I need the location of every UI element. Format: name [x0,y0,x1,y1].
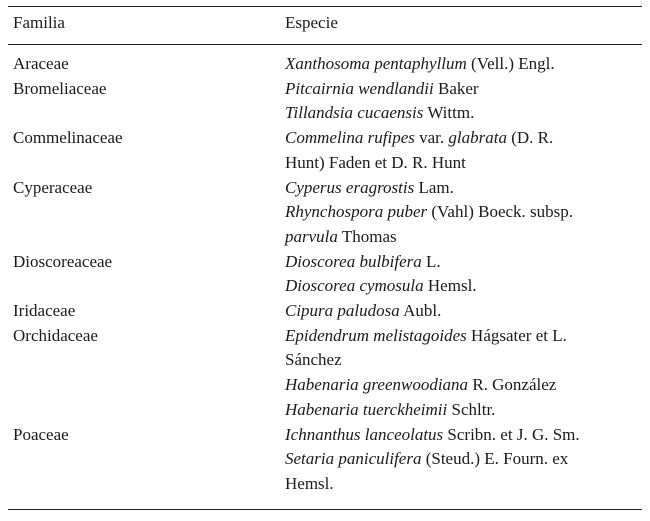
species-authority: Aubl. [399,301,442,321]
especie-line [285,324,645,349]
table-header [0,11,650,37]
species-name: Xanthosoma pentaphyllum [285,54,467,73]
species-authority: Thomas [337,226,397,246]
especie-line [285,101,645,126]
table-row [0,250,650,299]
table-top-rule [8,6,642,7]
species-name: Commelina rufipes [285,128,415,148]
especie-line [285,225,645,250]
especie-cell [285,77,645,126]
especie-line [285,151,645,176]
species-authority: L. [421,251,441,271]
species-name: Cipura paludosa [285,301,400,321]
especie-line [285,472,645,497]
species-authority: (Vell.) Engl. [466,54,555,73]
familia-cell: Araceae [13,54,69,73]
species-name: Epidendrum melistagoides [285,325,467,345]
familia-cell: Poaceae [13,424,69,444]
species-name: Dioscorea bulbifera [285,251,422,271]
species-authority: Lam. [414,177,454,197]
species-authority: Hemsl. [285,473,334,493]
species-authority: R. González [468,375,557,395]
species-authority: Hunt) Faden et D. R. Hunt [285,152,466,172]
familia-cell: Dioscoreaceae [13,251,113,271]
species-name: parvula [285,226,338,246]
especie-line [285,299,645,324]
species-authority: Baker [433,78,479,98]
especie-cell [285,423,645,497]
species-authority: Schltr. [447,399,496,419]
species-authority: (Steud.) E. Fourn. ex [421,449,569,469]
especie-line [285,77,645,102]
species-name: Setaria paniculifera [285,449,422,469]
species-name: Habenaria greenwoodiana [285,375,469,395]
table-body [0,52,650,497]
table-row [0,423,650,497]
especie-cell [285,324,645,423]
especie-line [285,52,645,77]
table-row [0,52,650,77]
table-row [0,324,650,423]
species-name: Habenaria tuerckheimii [285,399,448,419]
familia-cell: Bromeliaceae [13,78,107,98]
especie-line [285,348,645,373]
species-name: Cyperus eragrostis [285,177,415,197]
familia-cell: Orchidaceae [13,325,98,345]
table-row [0,77,650,126]
especie-line [285,250,645,275]
familia-cell: Iridaceae [13,301,76,321]
especie-cell [285,299,645,324]
table-row [0,126,650,175]
especie-cell [285,52,645,77]
familia-cell: Cyperaceae [13,177,93,197]
familia-cell: Commelinaceae [13,128,123,148]
table-row [0,176,650,250]
especie-line [285,423,645,448]
especie-cell [285,176,645,250]
species-authority: Hágsater et L. [466,325,567,345]
species-authority: Wittm. [423,103,475,123]
species-name: Ichnanthus lanceolatus [285,424,444,444]
especie-line [285,274,645,299]
especie-line [285,398,645,423]
table-bottom-rule [8,509,642,510]
especie-line [285,200,645,225]
species-authority: (D. R. [506,128,554,148]
species-authority: Scribn. et J. G. Sm. [443,424,580,444]
table-row [0,299,650,324]
species-name: Tillandsia cucaensis [285,103,424,123]
especie-line [285,373,645,398]
species-name: glabrata [448,128,507,148]
species-authority: Sánchez [285,350,342,370]
species-authority: Hemsl. [423,276,477,296]
species-name: Rhynchospora puber [285,202,428,222]
header-familia: Familia [13,13,65,32]
especie-cell [285,126,645,175]
especie-line [285,447,645,472]
especie-line [285,176,645,201]
species-name: Dioscorea cymosula [285,276,424,296]
especie-line [285,126,645,151]
species-authority: (Vahl) Boeck. subsp. [427,202,574,222]
table-header-rule [8,44,642,45]
species-name: Pitcairnia wendlandii [285,78,434,98]
species-authority: var. [414,128,449,148]
especie-cell [285,250,645,299]
header-especie: Especie [285,13,338,32]
